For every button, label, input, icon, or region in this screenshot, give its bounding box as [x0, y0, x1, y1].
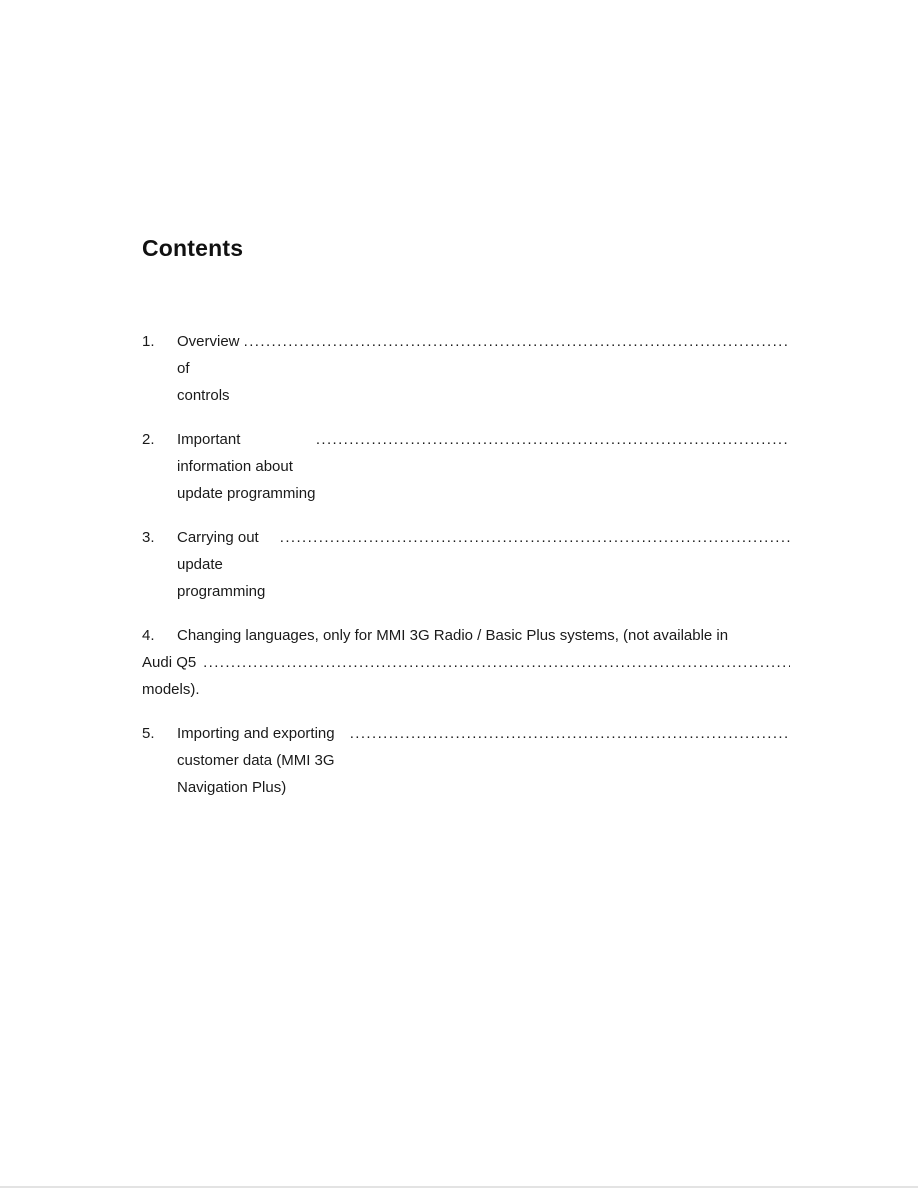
toc-line	[142, 426, 790, 507]
toc-entry-title: Carrying out update programming	[177, 529, 266, 600]
toc-entry	[142, 426, 790, 507]
page-title: Contents	[142, 235, 244, 261]
toc-entry	[142, 622, 790, 703]
toc-line	[142, 622, 790, 649]
toc-entry	[142, 720, 790, 801]
toc-dot-leader	[316, 426, 790, 453]
toc-entry	[142, 328, 790, 409]
toc-dot-leader	[350, 720, 790, 747]
toc-line	[142, 524, 790, 605]
toc-dot-leader	[203, 649, 790, 676]
toc-entry-number: 3.	[142, 529, 155, 546]
toc-dot-leader	[280, 524, 790, 551]
toc-entry-title-continuation: Audi Q5 models).	[142, 654, 201, 698]
table-of-contents	[142, 328, 790, 801]
toc-entry-title: Changing languages, only for MMI 3G Radio / Basic Plus systems, (not available in	[177, 627, 729, 644]
toc-line	[142, 720, 790, 801]
toc-entry-number: 2.	[142, 431, 155, 448]
toc-entry	[142, 524, 790, 605]
toc-entry-number: 1.	[142, 333, 155, 350]
toc-entry-number: 5.	[142, 725, 155, 742]
toc-entry-title: Importing and exporting customer data (MMI 3G Navigation Plus)	[177, 725, 339, 796]
toc-entry-title: Overview of controls	[177, 333, 244, 404]
toc-dot-leader	[244, 328, 790, 355]
toc-entry-number: 4.	[142, 627, 155, 644]
toc-line-continuation	[142, 649, 790, 703]
toc-line	[142, 328, 790, 409]
page-content	[142, 234, 790, 818]
toc-entry-title: Important information about update programming	[177, 431, 316, 502]
